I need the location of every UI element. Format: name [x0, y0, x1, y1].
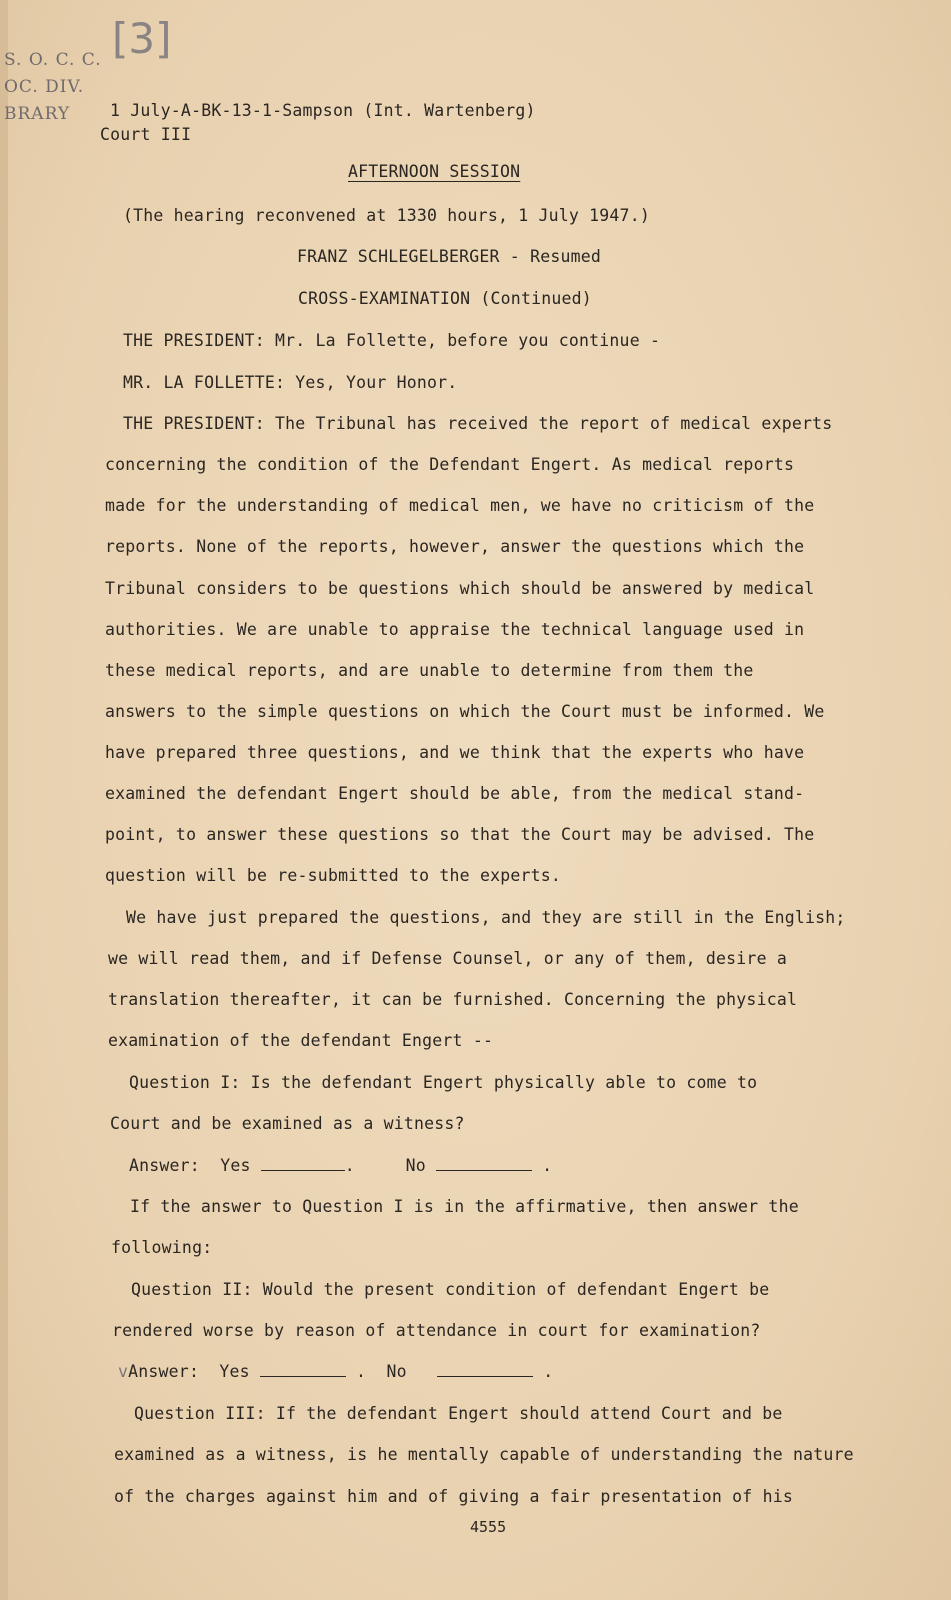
line-13: answers to the simple questions on which the Court must be informed. We [105, 702, 825, 721]
line-5: MR. LA FOLLETTE: Yes, Your Honor. [123, 373, 458, 392]
line-24: If the answer to Question I is in the affirmative, then answer the [130, 1197, 799, 1216]
line-15: examined the defendant Engert should be able, from the medical stand- [105, 784, 805, 803]
stamp-line-2: OC. DIV. [4, 77, 85, 97]
line-14: have prepared three questions, and we think that the experts who have [105, 743, 805, 762]
line-23: Court and be examined as a witness? [110, 1114, 465, 1133]
line-22: Question I: Is the defendant Engert physically able to come to [129, 1073, 758, 1092]
line-4: THE PRESIDENT: Mr. La Follette, before you continue - [123, 331, 661, 350]
no-blank [436, 1156, 532, 1171]
court-label: Court III [100, 125, 192, 144]
answer-row-2: vAnswer: Yes . No . [118, 1362, 554, 1381]
line-20: translation thereafter, it can be furnished. Concerning the physical [108, 990, 798, 1009]
line-8: made for the understanding of medical men, we have no criticism of the [105, 496, 815, 515]
line-19: we will read them, and if Defense Counsel, or any of them, desire a [108, 949, 787, 968]
answer-no: No [405, 1156, 426, 1175]
line-17: question will be re-submitted to the experts. [105, 866, 562, 885]
line-25: following: [111, 1238, 213, 1257]
line-6: THE PRESIDENT: The Tribunal has received the report of medical experts [123, 414, 833, 433]
stamp-line-1: S. O. C. C. [4, 50, 102, 70]
line-11: authorities. We are unable to appraise the technical language used in [105, 620, 805, 639]
answer-yes: Yes [219, 1362, 250, 1381]
line-3: CROSS-EXAMINATION (Continued) [298, 289, 592, 308]
yes-blank [261, 1156, 345, 1171]
line-7: concerning the condition of the Defendant Engert. As medical reports [105, 455, 795, 474]
line-10: Tribunal considers to be questions which should be answered by medical [105, 579, 815, 598]
page-edge [0, 0, 8, 1600]
no-blank [437, 1362, 533, 1377]
answer-row-1: Answer: Yes . No . [129, 1156, 553, 1175]
file-code: 1 July-A-BK-13-1-Sampson (Int. Wartenberg) [110, 101, 536, 120]
line-27: rendered worse by reason of attendance in court for examination? [112, 1321, 761, 1340]
line-2: FRANZ SCHLEGELBERGER - Resumed [297, 247, 602, 266]
answer-no: No [386, 1362, 407, 1381]
handwritten-page-mark: [3] [112, 14, 172, 63]
line-18: We have just prepared the questions, and they are still in the English; [126, 908, 846, 927]
line-29: examined as a witness, is he mentally capable of understanding the nature [114, 1445, 854, 1464]
answer-yes: Yes [220, 1156, 251, 1175]
line-21: examination of the defendant Engert -- [108, 1031, 494, 1050]
line-9: reports. None of the reports, however, answer the questions which the [105, 537, 805, 556]
session-title: AFTERNOON SESSION [348, 162, 521, 181]
answer-end: . [542, 1156, 553, 1175]
answer-label: Answer: [129, 1156, 200, 1175]
line-26: Question II: Would the present condition of defendant Engert be [131, 1280, 770, 1299]
line-1: (The hearing reconvened at 1330 hours, 1 July 1947.) [123, 206, 650, 225]
answer-label: Answer: [128, 1362, 200, 1381]
stamp-line-3: BRARY [4, 104, 71, 124]
line-30: of the charges against him and of giving a fair presentation of his [114, 1487, 793, 1506]
page-number: 4555 [470, 1518, 507, 1536]
answer-end: . [543, 1362, 554, 1381]
line-28: Question III: If the defendant Engert should attend Court and be [134, 1404, 783, 1423]
yes-blank [260, 1362, 346, 1377]
line-16: point, to answer these questions so that the Court may be advised. The [105, 825, 815, 844]
line-12: these medical reports, and are unable to determine from them the [105, 661, 754, 680]
